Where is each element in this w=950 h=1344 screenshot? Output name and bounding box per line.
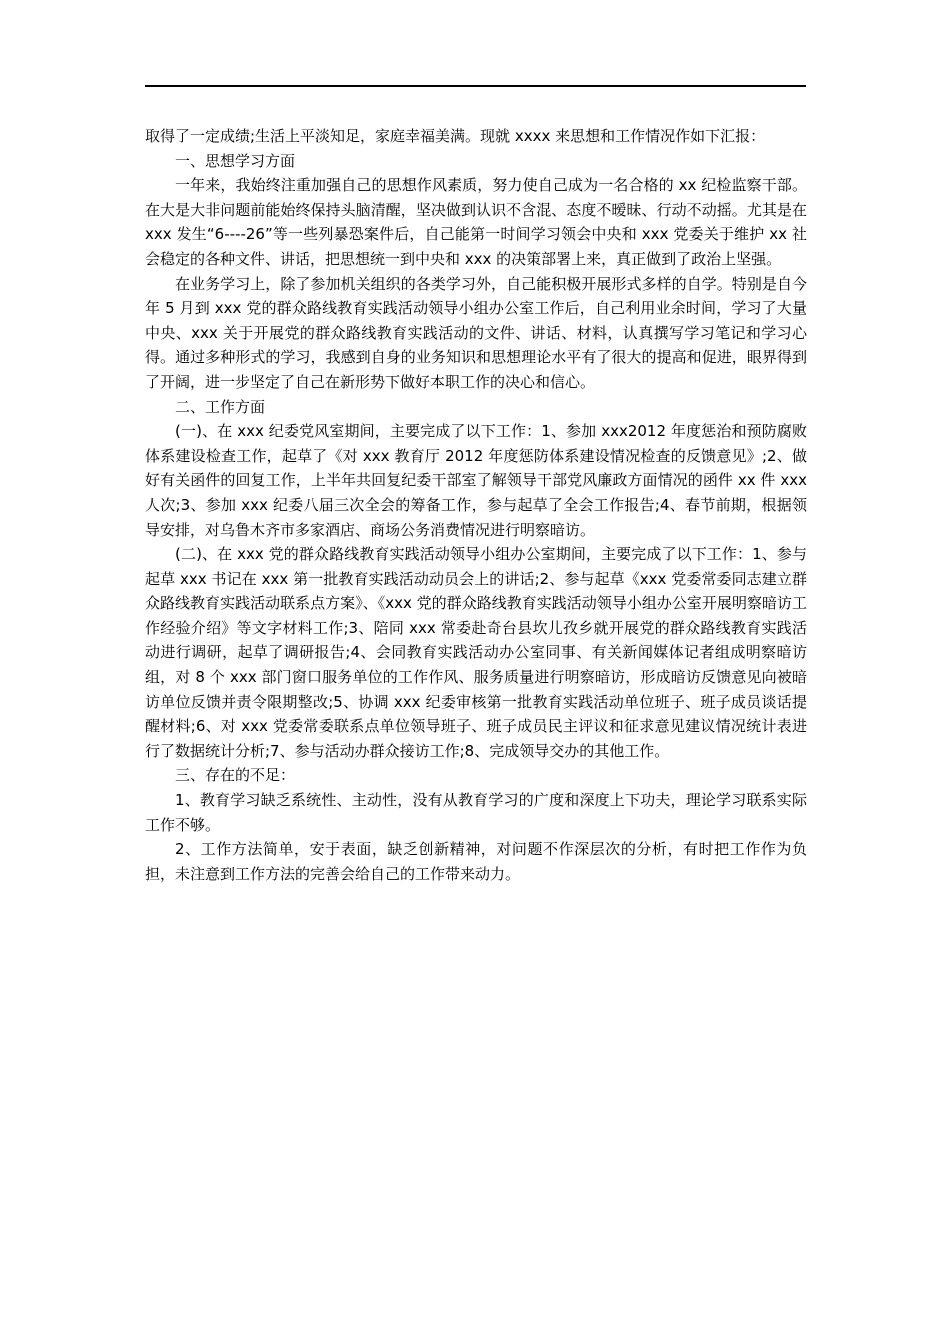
section-heading-study: 一、思想学习方面 — [175, 151, 296, 170]
paragraph-ideological-style: 一年来，我始终注重加强自己的思想作风素质，努力使自己成为一名合格的 xx 纪检监察干部。在大是大非问题前能始终保持头脑清醒，坚决做到认识不含混、态度不暧昧、行动不动摇。尤其是在 xxx 发生“6----26”等一些列暴恐案件后，自己能第一时间学习领会中央和 xxx 党委关于维护 xx 社会稳定的各种文件、讲话，把思想统一到中央和 xxx 的决策部署上来，真正做到了政治上坚强。 — [145, 176, 807, 268]
section-heading-shortcomings: 三、存在的不足： — [175, 766, 296, 785]
header-rule — [145, 85, 806, 87]
section-heading-work: 二、工作方面 — [175, 397, 266, 416]
paragraph-report-intro: 取得了一定成绩;生活上平淡知足，家庭幸福美满。现就 xxxx 来思想和工作情况作如下汇报： — [145, 127, 766, 145]
paragraph-business-study: 在业务学习上，除了参加机关组织的各类学习外，自己能积极开展形式多样的自学。特别是自今年 5 月到 xxx 党的群众路线教育实践活动领导小组办公室工作后，自己利用业余时间，学习了大量中央、xxx 关于开展党的群众路线教育实践活动的文件、讲话、材料，认真撰写学习笔记和学习心得。通过多种形式的学习，我感到自身的业务知识和思想理论水平有了很大的提高和促进，眼界得到了开阔，进一步坚定了自己在新形势下做好本职工作的决心和信心。 — [145, 274, 807, 391]
paragraph-shortcoming-2: 2、工作方法简单，安于表面，缺乏创新精神，对问题不作深层次的分析，有时把工作作为负担，未注意到工作方法的完善会给自己的工作带来动力。 — [145, 840, 807, 883]
paragraph-work-discipline-office: (一)、在 xxx 纪委党风室期间，主要完成了以下工作：1、参加 xxx2012 年度惩治和预防腐败体系建设检查工作，起草了《对 xxx 教育厅 2012 年度惩防体系建设情况检查的反馈意见》;2、做好有关函件的回复工作，上半年共回复纪委干部室了解领导干部党风廉政方面情况的函件 xx 件 xxx 人次;3、参加 xxx 纪委八届三次全会的筹备工作，参与起草了全会工作报告;4、春节前期，根据领导安排，对乌鲁木齐市多家酒店、商场公务消费情况进行明察暗访。 — [145, 422, 807, 539]
paragraph-work-practice-office: (二)、在 xxx 党的群众路线教育实践活动领导小组办公室期间，主要完成了以下工作：1、参与起草 xxx 书记在 xxx 第一批教育实践活动动员会上的讲话;2、参与起草《xxx 党委常委同志建立群众路线教育实践活动联系点方案》、《xxx 党的群众路线教育实践活动领导小组办公室开展明察暗访工作经验介绍》等文字材料工作;3、陪同 xxx 常委赴奇台县坎儿孜乡就开展党的群众路线教育实践活动进行调研，起草了调研报告;4、会同教育实践活动办公室同事、有关新闻媒体记者组成明察暗访组，对 8 个 xxx 部门窗口服务单位的工作作风、服务质量进行明察暗访，形成暗访反馈意见向被暗访单位反馈并责令限期整改;5、协调 xxx 纪委审核第一批教育实践活动单位班子、班子成员谈话提醒材料;6、对 xxx 党委常委联系点单位领导班子、班子成员民主评议和征求意见建议情况统计表进行了数据统计分析;7、参与活动办群众接访工作;8、完成领导交办的其他工作。 — [145, 545, 807, 760]
paragraph-shortcoming-1: 1、教育学习缺乏系统性、主动性，没有从教育学习的广度和深度上下功夫，理论学习联系实际工作不够。 — [145, 791, 807, 834]
document-body — [145, 124, 807, 886]
